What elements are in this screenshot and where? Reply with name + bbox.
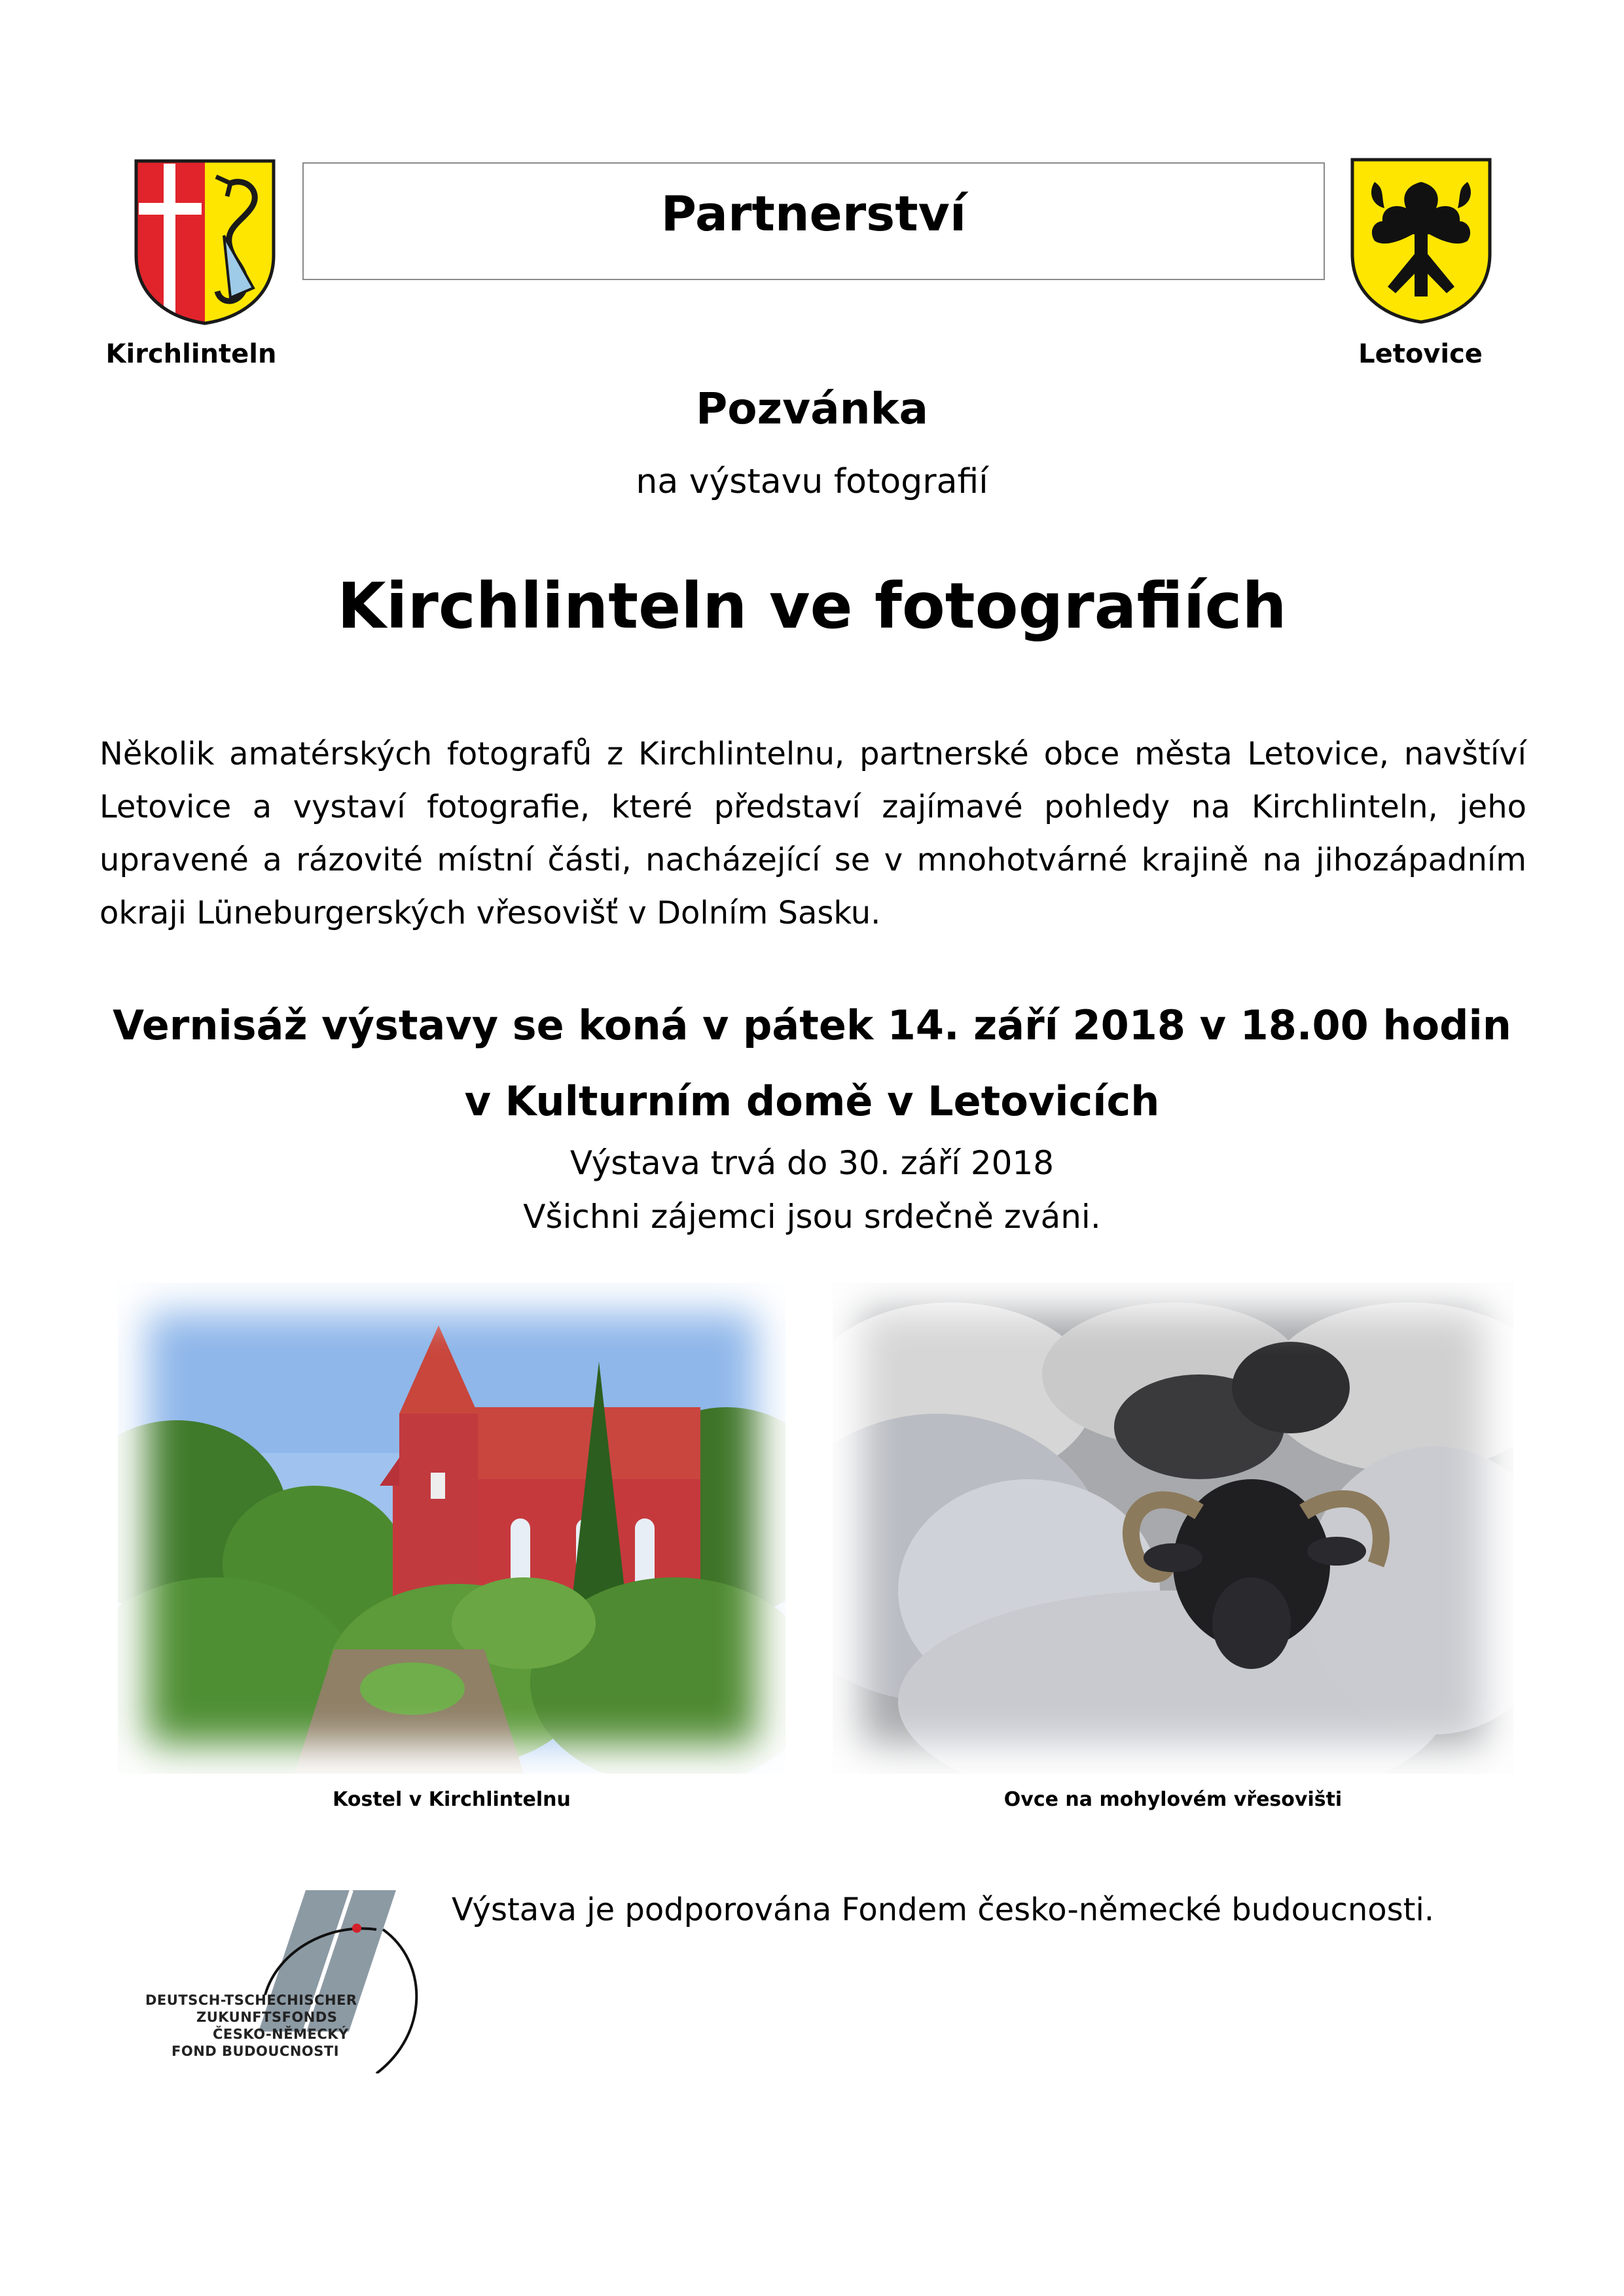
partnership-title: Partnerství: [660, 186, 967, 242]
exhibition-title: Kirchlinteln ve fotografiích: [337, 569, 1287, 643]
fund-logo-line-4: FOND BUDOUCNOSTI: [171, 2043, 340, 2059]
sheep-photo-caption: Ovce na mohylovém vřesovišti: [1003, 1788, 1343, 1811]
invitation-heading: Pozvánka: [695, 384, 929, 434]
letovice-coat-of-arms: [1348, 156, 1494, 325]
vernissage-venue-line: v Kulturním domě v Letovicích: [464, 1077, 1160, 1125]
church-photo-caption: Kostel v Kirchlintelnu: [333, 1788, 571, 1811]
exhibition-duration: Výstava trvá do 30. září 2018: [569, 1144, 1055, 1182]
church-illustration: [118, 1283, 785, 1774]
partnership-title-box: [302, 162, 1325, 280]
invitation-subheading: na výstavu fotografií: [636, 462, 988, 501]
sheep-photo: [833, 1283, 1513, 1774]
kirchlinteln-coat-of-arms: [132, 157, 278, 326]
fund-logo-line-1: DEUTSCH-TSCHECHISCHER: [145, 1992, 357, 2008]
fund-logo-line-3: ČESKO-NĚMECKÝ: [213, 2026, 349, 2042]
vernissage-date-line: Vernisáž výstavy se koná v pátek 14. září 2018 v 18.00 hodin: [113, 1001, 1511, 1049]
exhibition-description: Několik amatérských fotografů z Kirchlintelnu, partnerské obce města Letovice, navštíví Letovice a vystaví fotografie, které představí zajímavé pohledy na Kirchlinteln, jeho upravené a rázovité místní části, nacházející se v mnohotvárné krajině na jihozápadním okraji Lüneburgerských vřesovišť v Dolním Sasku.: [99, 736, 1526, 931]
town-label-letovice: Letovice: [1358, 339, 1483, 369]
church-photo: [118, 1283, 785, 1774]
sponsor-note: Výstava je podporována Fondem česko-německé budoucnosti.: [452, 1892, 1435, 1928]
town-label-kirchlinteln: Kirchlinteln: [105, 339, 277, 369]
welcome-line: Všichni zájemci jsou srdečně zváni.: [523, 1198, 1101, 1236]
fund-logo-line-2: ZUKUNFTSFONDS: [196, 2009, 338, 2025]
sheep-illustration: [833, 1283, 1513, 1774]
